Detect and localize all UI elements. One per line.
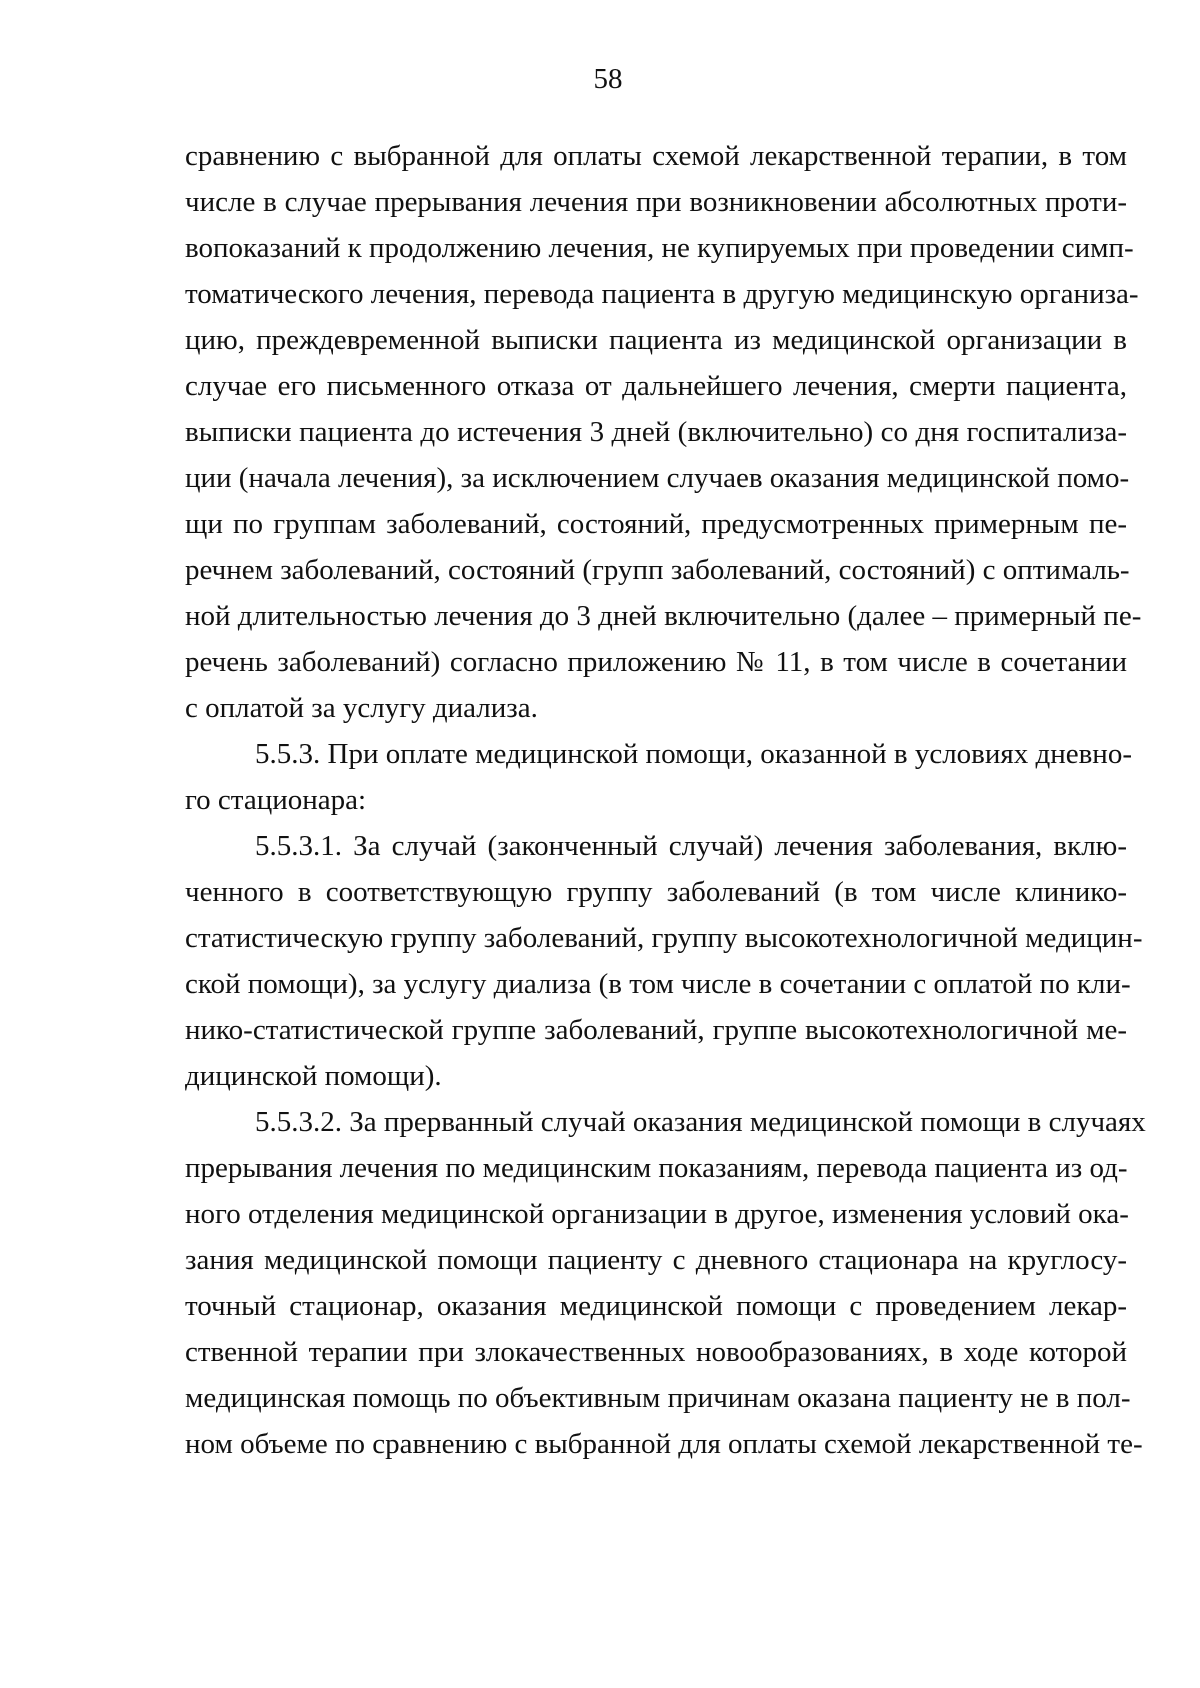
text-line: медицинская помощь по объективным причинам оказана пациенту не в пол- xyxy=(185,1382,1131,1414)
text-line: нико-статистической группе заболеваний, группе высокотехнологичной ме- xyxy=(185,1014,1127,1046)
text-line: с оплатой за услугу диализа. xyxy=(185,692,538,724)
text-line: ственной терапии при злокачественных новообразованиях, в ходе которой xyxy=(185,1336,1127,1368)
text-line: вопоказаний к продолжению лечения, не купируемых при проведении симп- xyxy=(185,232,1134,264)
text-line: числе в случае прерывания лечения при возникновении абсолютных проти- xyxy=(185,186,1127,218)
text-line: 5.5.3.1. За случай (законченный случай) лечения заболевания, вклю- xyxy=(255,830,1127,862)
text-line: точный стационар, оказания медицинской помощи с проведением лекар- xyxy=(185,1290,1127,1322)
text-line: речень заболеваний) согласно приложению № 11, в том числе в сочетании xyxy=(185,646,1127,678)
text-line: го стационара: xyxy=(185,784,367,816)
text-line: статистическую группу заболеваний, группу высокотехнологичной медицин- xyxy=(185,922,1143,954)
page-number: 58 xyxy=(593,63,623,95)
text-line: цию, преждевременной выписки пациента из медицинской организации в xyxy=(185,324,1127,356)
text-line: случае его письменного отказа от дальнейшего лечения, смерти пациента, xyxy=(185,370,1127,402)
text-line: ченного в соответствующую группу заболеваний (в том числе клинико- xyxy=(185,876,1127,908)
text-line: ной длительностью лечения до 3 дней включительно (далее – примерный пе- xyxy=(185,600,1142,632)
text-line: выписки пациента до истечения 3 дней (включительно) со дня госпитализа- xyxy=(185,416,1127,448)
text-line: сравнению с выбранной для оплаты схемой лекарственной терапии, в том xyxy=(185,140,1127,172)
text-line: прерывания лечения по медицинским показаниям, перевода пациента из од- xyxy=(185,1152,1128,1184)
text-line: 5.5.3.2. За прерванный случай оказания медицинской помощи в случаях xyxy=(255,1106,1146,1138)
text-line: зания медицинской помощи пациенту с дневного стационара на круглосу- xyxy=(185,1244,1127,1276)
text-line: речнем заболеваний, состояний (групп заболеваний, состояний) с оптималь- xyxy=(185,554,1130,586)
text-line: дицинской помощи). xyxy=(185,1060,442,1092)
text-line: ного отделения медицинской организации в другое, изменения условий ока- xyxy=(185,1198,1129,1230)
text-line: ской помощи), за услугу диализа (в том числе в сочетании с оплатой по кли- xyxy=(185,968,1131,1000)
text-line: щи по группам заболеваний, состояний, предусмотренных примерным пе- xyxy=(185,508,1127,540)
text-line: 5.5.3. При оплате медицинской помощи, оказанной в условиях дневно- xyxy=(255,738,1132,770)
text-line: томатического лечения, перевода пациента в другую медицинскую организа- xyxy=(185,278,1139,310)
text-line: ном объеме по сравнению с выбранной для оплаты схемой лекарственной те- xyxy=(185,1428,1143,1460)
text-line: ции (начала лечения), за исключением случаев оказания медицинской помо- xyxy=(185,462,1130,494)
